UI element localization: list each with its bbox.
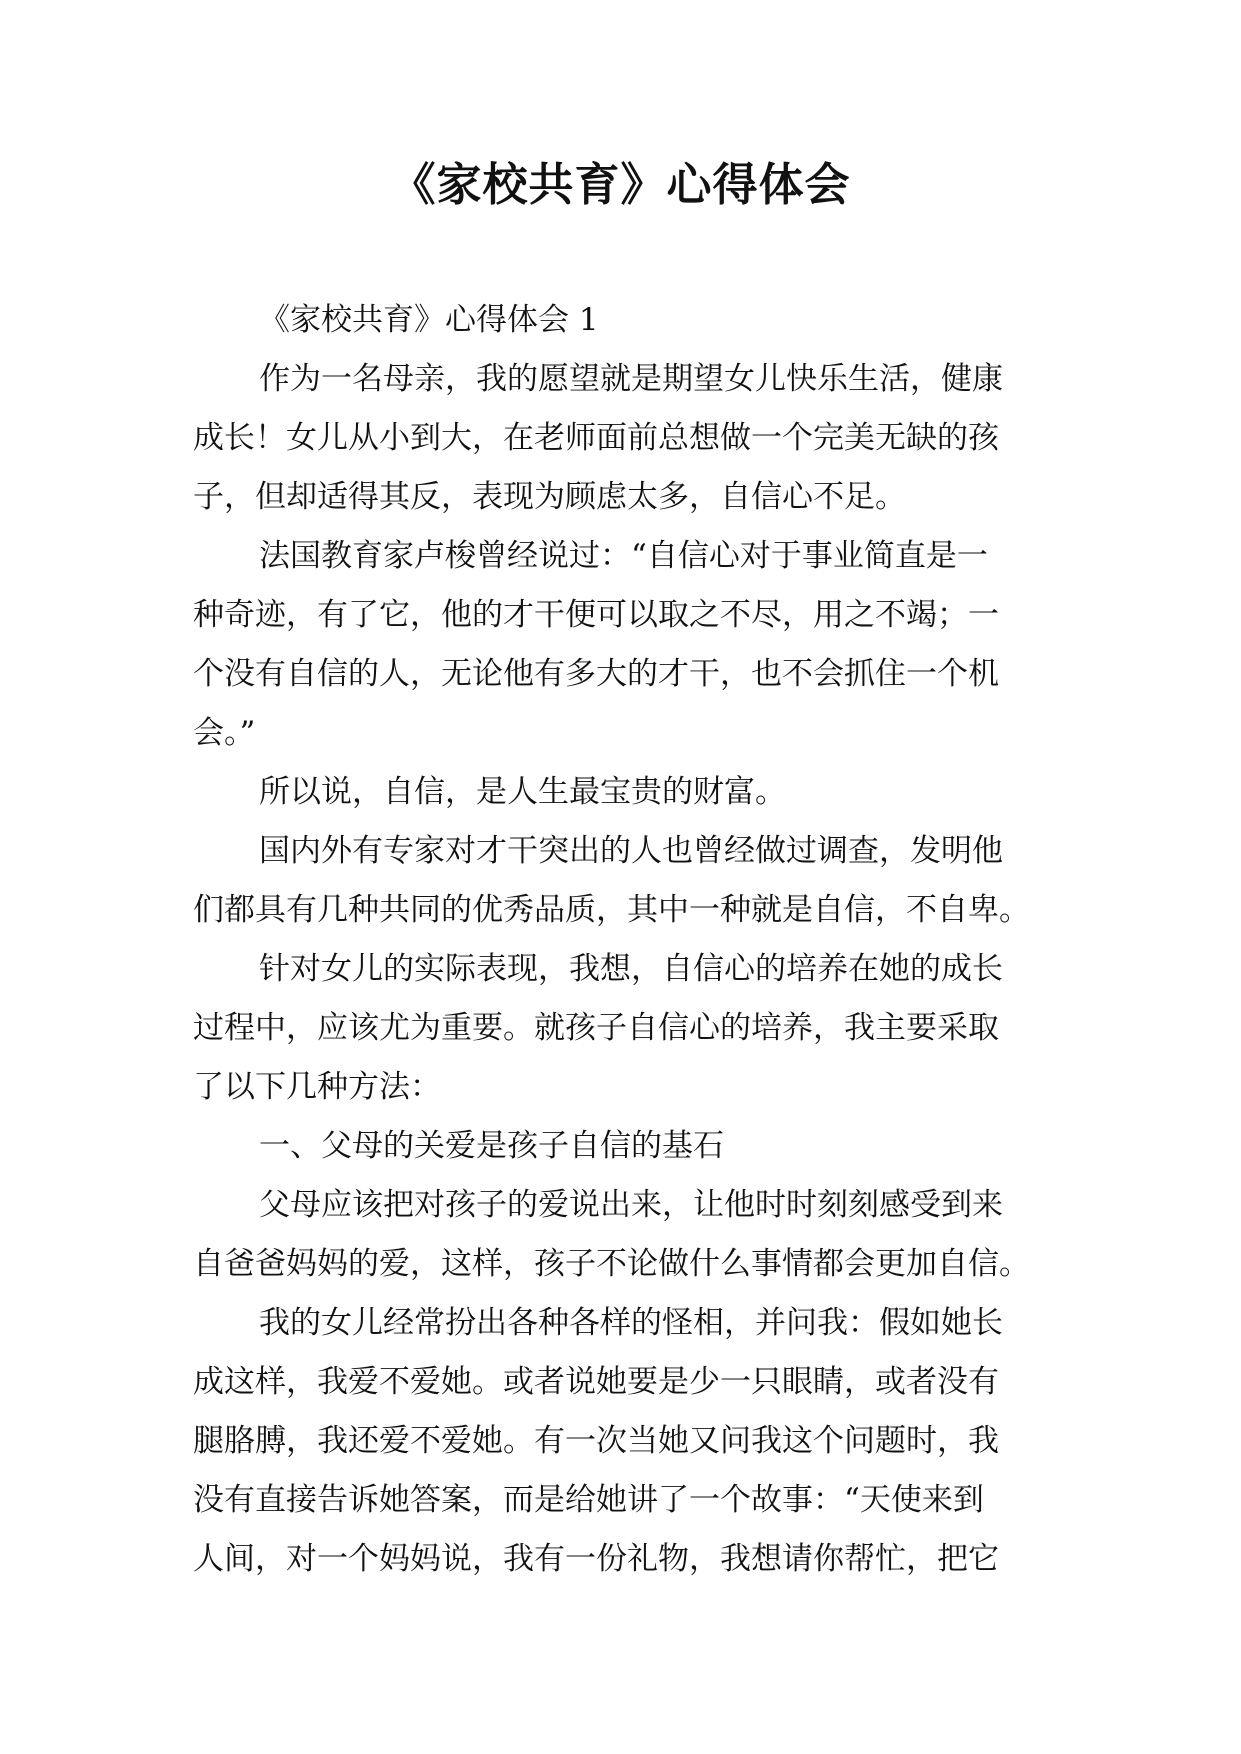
paragraph-line: 法国教育家卢梭曾经说过：“自信心对于事业简直是一: [259, 538, 988, 574]
paragraph-line: 人间，对一个妈妈说，我有一份礼物，我想请你帮忙，把它: [193, 1541, 999, 1577]
paragraph-line: 个没有自信的人，无论他有多大的才干，也不会抓住一个机: [193, 656, 999, 692]
paragraph-line: 腿胳膊，我还爱不爱她。有一次当她又问我这个问题时，我: [193, 1423, 999, 1459]
paragraph-line: 种奇迹，有了它，他的才干便可以取之不尽，用之不竭；一: [193, 597, 999, 633]
paragraph-line: 了以下几种方法：: [193, 1069, 441, 1105]
paragraph-line: 作为一名母亲，我的愿望就是期望女儿快乐生活，健康: [259, 361, 1003, 397]
paragraph-line: 国内外有专家对才干突出的人也曾经做过调查，发明他: [259, 833, 1003, 869]
paragraph-line: 们都具有几种共同的优秀品质，其中一种就是自信，不自卑。: [193, 892, 1030, 928]
paragraph-line: 成长！女儿从小到大，在老师面前总想做一个完美无缺的孩: [193, 420, 999, 456]
paragraph-line: 所以说，自信，是人生最宝贵的财富。: [259, 774, 786, 810]
document-title: 《家校共育》心得体会: [390, 158, 851, 211]
paragraph-line: 针对女儿的实际表现，我想，自信心的培养在她的成长: [259, 951, 1003, 987]
paragraph-line: 过程中，应该尤为重要。就孩子自信心的培养，我主要采取: [193, 1010, 999, 1046]
document-body: [193, 291, 1053, 1589]
subsection-heading: 一、父母的关爱是孩子自信的基石: [259, 1128, 724, 1164]
paragraph-line: 父母应该把对孩子的爱说出来，让他时时刻刻感受到来: [259, 1187, 1003, 1223]
paragraph-line: 自爸爸妈妈的爱，这样，孩子不论做什么事情都会更加自信。: [193, 1246, 1030, 1282]
paragraph-line: 会。”: [193, 715, 256, 751]
paragraph-line: 子，但却适得其反，表现为顾虑太多，自信心不足。: [193, 479, 906, 515]
paragraph-line: 我的女儿经常扮出各种各样的怪相，并问我：假如她长: [259, 1305, 1003, 1341]
paragraph-line: 成这样，我爱不爱她。或者说她要是少一只眼睛，或者没有: [193, 1364, 999, 1400]
section-heading: 《家校共育》心得体会 1: [259, 302, 599, 338]
paragraph-line: 没有直接告诉她答案，而是给她讲了一个故事：“天使来到: [193, 1482, 984, 1518]
